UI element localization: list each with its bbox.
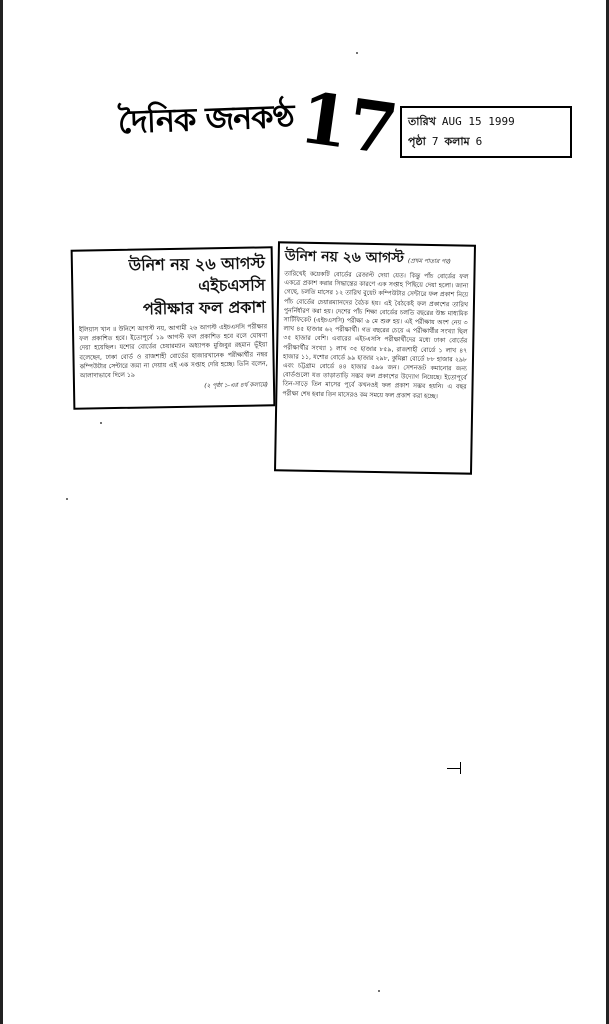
scan-speck: [100, 422, 102, 424]
news-clipping-left: [71, 246, 276, 410]
handwritten-page-number: 17: [294, 75, 403, 172]
scan-mark: [447, 768, 461, 769]
scan-speck: [356, 52, 358, 54]
clipping-headline: উনিশ নয় ২৬ আগস্ট: [284, 248, 405, 267]
stamp-column-value: 6: [475, 135, 483, 148]
news-clipping-right: [274, 241, 476, 474]
clipping-body-text: তারিখেই কয়েকটি বোর্ডের রেজাল্ট দেয়া যেত। কিন্তু পাঁচ বোর্ডের ফল একত্রে প্রকাশ করার সিদ্ধান্তের কারণে এক সপ্তাহ পিছিয়ে দেয়া হলো। জানা গেছে, চলতি মাসের ১২ তারিখ বুয়েট কম্পিউটার সেন্টারে ফল প্রকাশ নিয়ে পাঁচ বোর্ডের চেয়ারম্যানদের বৈঠক হয়। এই বৈঠকেই ফল প্রকাশের তারিখ পুনর্নির্ধারণ করা হয়। দেশের পাঁচ শিক্ষা বোর্ডের চলতি বছরের উচ্চ মাধ্যমিক সার্টিফিকেট (এইচএসসি) পরীক্ষা ৬ মে শুরু হয়। এই পরীক্ষায় অংশ নেয় ৩ লাখ ৪৫ হাজার ৬২ পরীক্ষার্থী। গত বছরের চেয়ে এ পরীক্ষার্থীর সংখ্যা ছিল ৩৫ হাজার বেশি। এবারের এইচএসসি পরীক্ষার্থীদের মধ্যে ঢাকা বোর্ডের পরীক্ষার্থীর সংখ্যা ১ লাখ ৩৫ হাজার ৮৫৯, রাজশাহী বোর্ডে ১ লাখ ৪৭ হাজার ১১, যশোর বোর্ডে ৯৯ হাজার ২৯৮, কুমিল্লা বোর্ডে ৮৮ হাজার ২৯৮ এবং চট্টগ্রাম বোর্ডে ৪৪ হাজার ৫৯৬ জন। সেশনজট কমানোর জন্য বোর্ডগুলো যত তাড়াতাড়ি সম্ভব ফল প্রকাশের উদ্যোগ নিয়েছে। ইতোপূর্বে তিন-সাড়ে তিন মাসের পূর্বে কখনওই ফল প্রকাশ সম্ভব হয়নি। এ বছর পরীক্ষা শেষ হবার তিন মাসেরও কম সময়ে ফল প্রকাশ করা হচ্ছে।: [282, 270, 469, 400]
scan-speck: [66, 498, 68, 500]
clipping-header-row: [280, 243, 474, 270]
headline-line-1: উনিশ নয় ২৬ আগস্ট: [128, 253, 266, 275]
stamp-column-label: কলাম: [444, 135, 470, 148]
clipping-headline: [73, 248, 272, 323]
scan-speck: [378, 990, 380, 992]
headline-line-3: পরীক্ষার ফল প্রকাশ: [142, 297, 266, 319]
stamp-date-label: তারিখ: [408, 115, 436, 128]
stamp-page-value: 7: [431, 135, 439, 148]
stamp-page-label: পৃষ্ঠা: [408, 135, 426, 148]
scan-edge-left: [0, 0, 3, 1024]
headline-line-2: এইচএসসি: [198, 275, 266, 296]
clipping-body-text: ইলিয়াস খান ॥ উনিশে আগস্ট নয়, আগামী ২৬ আগস্ট এইচএসসি পরীক্ষার ফল প্রকাশিত হবে। ইতোপূর্বে ১৯ আগস্ট ফল প্রকাশিত হবে বলে ঘোষণা দেয়া হয়েছিল। যশোর বোর্ডের চেয়ারম্যান অধ্যাপক মুজিবুর রহমান ভূঁইয়া বলেছেন, ঢাকা বোর্ড ও রাজশাহী বোর্ডের হাজারখানেক পরীক্ষার্থীর নম্বর কম্পিউটার সেন্টারে জমা না দেয়ায় এই এক সপ্তাহ দেরি হচ্ছে। তিনি বলেন, আলাদাভাবে দিলে ১৯: [78, 323, 268, 380]
scan-mark: [460, 762, 461, 774]
continuation-note: (২ পৃষ্ঠা ১-এর ৪র্থ কলামে): [204, 381, 269, 390]
stamp-date-value: AUG 15 1999: [441, 115, 515, 128]
newspaper-masthead: দৈনিক জনকণ্ঠ: [117, 96, 295, 142]
continued-from-label: (প্রথম পাতার পর): [407, 257, 451, 266]
date-stamp: [400, 106, 572, 158]
